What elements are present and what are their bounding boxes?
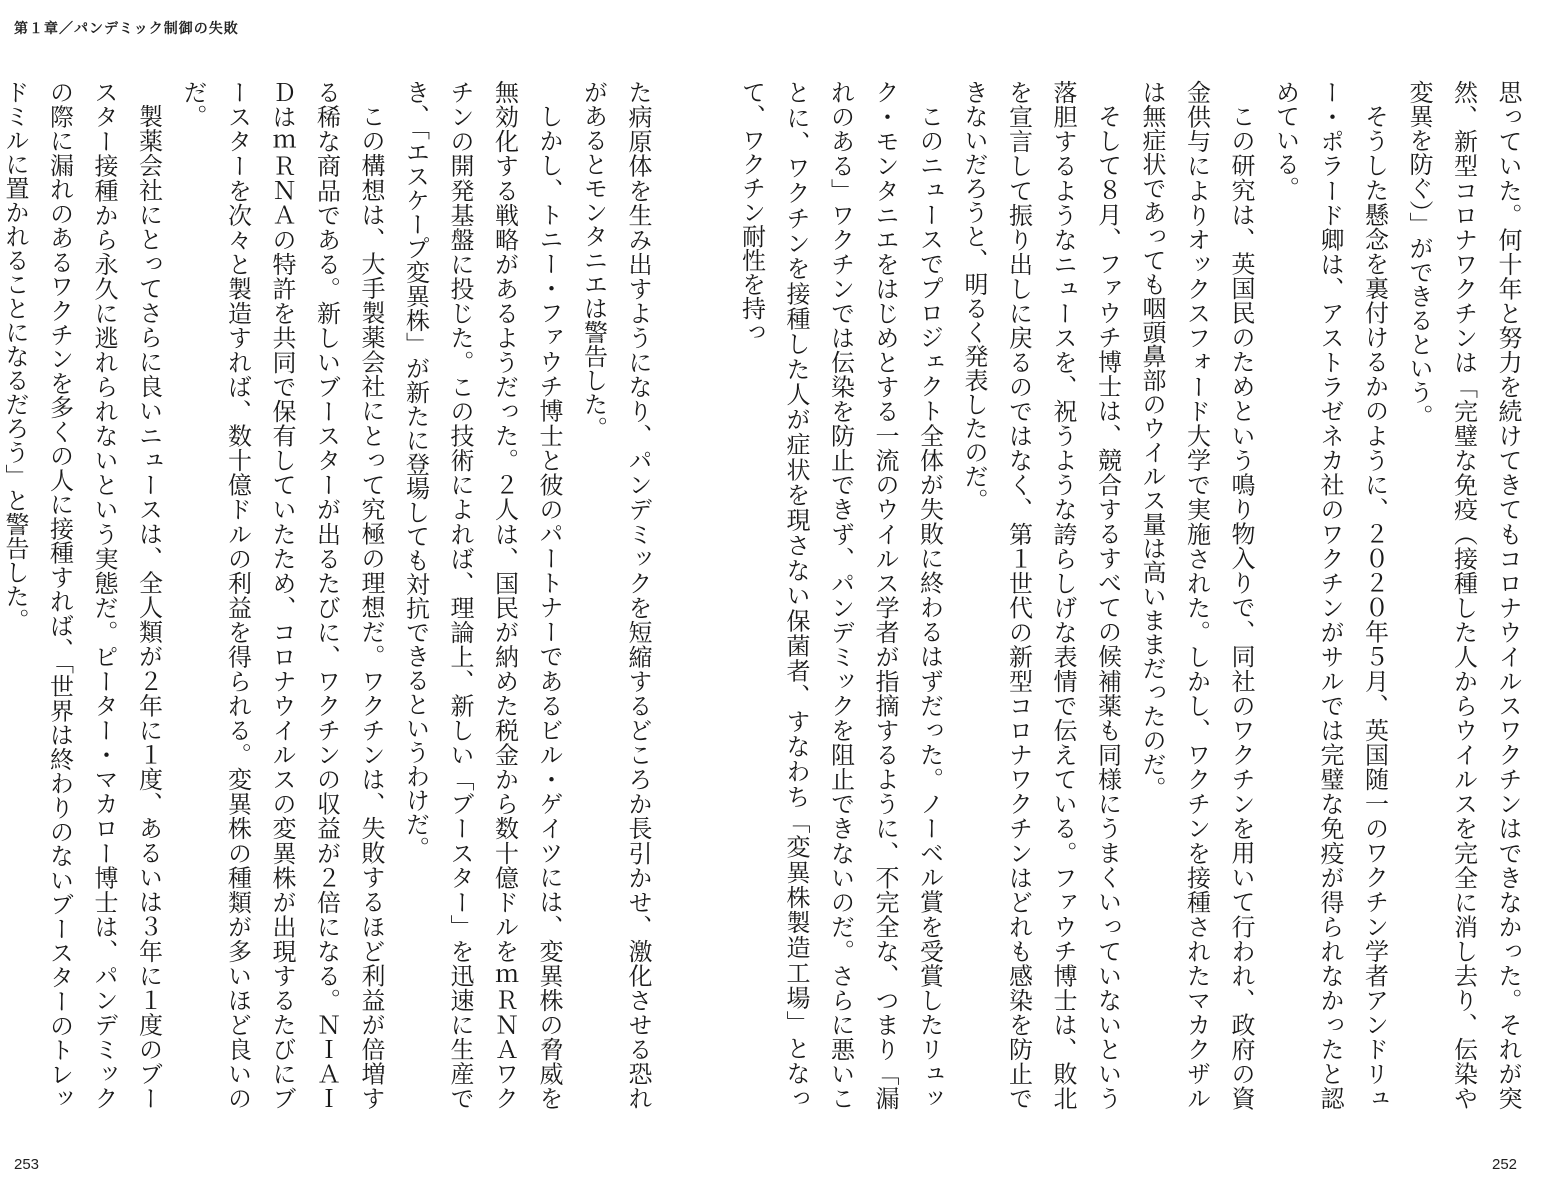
paragraph: このニュースでプロジェクト全体が失敗に終わるはずだった。ノーベル賞を受賞したリュック・モンタニエをはじめとする一流のウイルス学者が指摘するように、不完全な、つまり「漏れのある」ワクチンでは伝染を防止できず、パンデミックを阻止できないのだ。さらに悪いことに、ワクチンを接種した人が症状を現さない保菌者、すなわち「変異株製造工場」となって、ワクチン耐性を持っ — [737, 80, 944, 1110]
page-number-left: 253 — [14, 1156, 40, 1173]
paragraph: しかし、トニー・ファウチ博士と彼のパートナーであるビル・ゲイツには、変異株の脅威を無効化する戦略があるようだった。２人は、国民が納めた税金から数十億ドルをｍＲＮＡワクチンの開発基盤に投じた。この技術によれば、理論上、新しい「ブースター」を迅速に生産でき、「エスケープ変異株」が新たに登場しても対抗できるというわけだ。 — [401, 80, 563, 1110]
running-head: 第１章／パンデミック制御の失敗 — [14, 21, 239, 37]
paragraph: この研究は、英国民のためという鳴り物入りで、同社のワクチンを用いて行われ、政府の資金供与によりオックスフォード大学で実施された。しかし、ワクチンを接種されたマカクザルは無症状であっても咽頭鼻部のウイルス量は高いままだったのだ。 — [1138, 80, 1255, 1110]
paragraph: 思っていた。何十年と努力を続けてきてもコロナウイルスワクチンはできなかった。それが突然、新型コロナワクチンは「完璧な免疫（接種した人からウイルスを完全に消し去り、伝染や変異を防ぐ）」ができるという。 — [1405, 80, 1522, 1110]
page-number-right: 252 — [1492, 1156, 1518, 1173]
paragraph: 製薬会社にとってさらに良いニュースは、全人類が２年に１度、あるいは３年に１度のブースター接種から永久に逃れられないという実態だ。ピーター・マカロー博士は、パンデミックの際に漏れのあるワクチンを多くの人に接種すれば、「世界は終わりのないブースターのトレッドミルに置かれることになるだろう」と警告した。 — [1, 80, 163, 1110]
page-252-body — [737, 80, 1530, 1110]
paragraph: そうした懸念を裏付けるかのように、２０２０年５月、英国随一のワクチン学者アンドリュー・ポラード卿は、アストラゼネカ社のワクチンがサルでは完璧な免疫が得られなかったと認めている。 — [1271, 80, 1389, 1110]
paragraph: た病原体を生み出すようになり、パンデミックを短縮するどころか長引かせ、激化させる恐れがあるとモンタニエは警告した。 — [579, 80, 652, 1110]
page-253-body — [1, 80, 660, 1110]
paragraph: この構想は、大手製薬会社にとって究極の理想だ。ワクチンは、失敗するほど利益が倍増する稀な商品である。新しいブースターが出るたびに、ワクチンの収益が２倍になる。ＮＩＡＩＤはｍＲＮＡの特許を共同で保有していたため、コロナウイルスの変異株が出現するたびにブースターを次々と製造すれば、数十億ドルの利益を得られる。変異株の種類が多いほど良いのだ。 — [179, 80, 385, 1110]
paragraph: そして８月、ファウチ博士は、競合するすべての候補薬も同様にうまくいっていないという落胆するようなニュースを、祝うような誇らしげな表情で伝えている。ファウチ博士は、敗北を宣言して振り出しに戻るのではなく、第１世代の新型コロナワクチンはどれも感染を防止できないだろうと、明るく発表したのだ。 — [960, 80, 1122, 1110]
